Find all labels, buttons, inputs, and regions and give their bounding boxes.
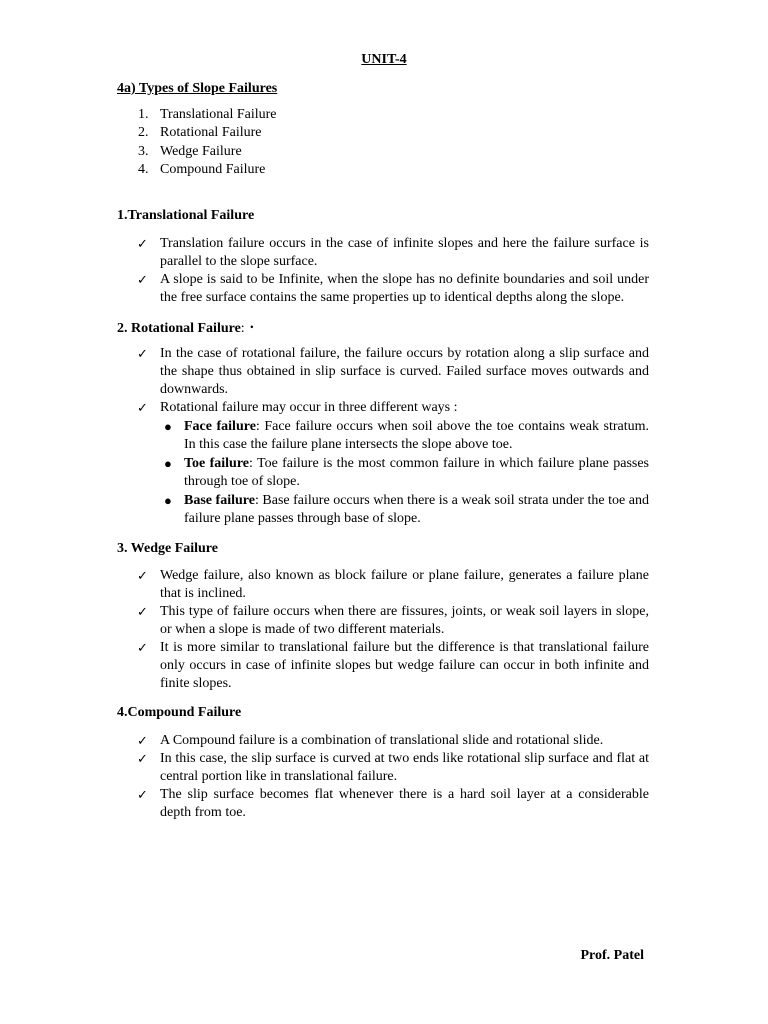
translational-heading: 1.Translational Failure	[117, 208, 255, 223]
list-item: ✓ Rotational failure may occur in three different ways : ● Face failure: Face failure occurs when soil above the toe contains weak stratum. In this case the failure plane intersects the slope above toe. ● Toe failure: Toe failure is the most common failure in which failure plane passes through toe of slope. ● Base failure: Base failure occurs when there is a weak soil strata under the toe and failure plane passes through base of slope.	[137, 400, 650, 526]
list-item: ✓ A Compound failure is a combination of translational slide and rotational slide.	[137, 733, 604, 748]
list-item: 3. Wedge Failure	[138, 143, 242, 159]
check-mark-icon: ✓	[137, 400, 148, 415]
list-item: ● Face failure: Face failure occurs when soil above the toe contains weak stratum. In this case the failure plane intersects the slope above toe.	[164, 419, 649, 452]
list-item: ● Toe failure: Toe failure is the most common failure in which failure plane passes through toe of slope.	[164, 456, 650, 489]
check-mark-icon: ✓	[137, 787, 148, 802]
list-item: ✓ A slope is said to be Infinite, when the slope has no definite boundaries and soil under the free surface contains the same properties up to identical depths along the slope.	[137, 272, 649, 305]
author-signature: Prof. Patel	[580, 948, 644, 963]
check-mark-icon: ✓	[137, 272, 148, 287]
check-mark-icon: ✓	[137, 236, 148, 251]
bullet-icon: •	[250, 322, 254, 332]
rotational-heading: 2. Rotational Failure: •	[117, 321, 254, 336]
unit-title: UNIT-4	[361, 52, 407, 67]
bullet-icon: ●	[164, 456, 172, 471]
list-item: ✓ This type of failure occurs when there are fissures, joints, or weak soil layers in slope, or when a slope is made of two different materials.	[137, 604, 649, 637]
wedge-points	[137, 567, 649, 693]
rotational-points	[137, 345, 649, 528]
check-mark-icon: ✓	[137, 604, 148, 619]
check-mark-icon: ✓	[137, 733, 148, 748]
list-item: ● Base failure: Base failure occurs when there is a weak soil strata under the toe and failure plane passes through base of slope.	[164, 493, 649, 526]
list-item: ✓ Wedge failure, also known as block failure or plane failure, generates a failure plane that is inclined.	[137, 568, 649, 601]
bullet-icon: ●	[164, 493, 172, 508]
check-mark-icon: ✓	[137, 640, 148, 655]
list-item: ✓ In this case, the slip surface is curved at two ends like rotational slip surface and flat at central portion like in translational failure.	[137, 751, 649, 784]
bullet-icon: ●	[164, 419, 172, 434]
list-item: ✓ It is more similar to translational failure but the difference is that translational failure only occurs in case of infinite slopes but wedge failure can occur in both infinite and finite slopes.	[137, 640, 649, 691]
wedge-heading: 3. Wedge Failure	[117, 541, 218, 556]
list-item: 2. Rotational Failure	[138, 125, 262, 141]
compound-points	[137, 732, 649, 822]
list-item: ✓ Translation failure occurs in the case of infinite slopes and here the failure surface is parallel to the slope surface.	[137, 236, 649, 269]
list-item: 1. Translational Failure	[138, 107, 277, 122]
check-mark-icon: ✓	[137, 346, 148, 361]
compound-heading: 4.Compound Failure	[117, 705, 242, 720]
list-item: ✓ In the case of rotational failure, the failure occurs by rotation along a slip surface and the shape thus obtained in slip surface is curved. Failed surface moves outwards and downwards.	[137, 346, 649, 397]
translational-points	[137, 235, 649, 307]
types-list	[138, 106, 277, 179]
list-item: ✓ The slip surface becomes flat whenever there is a hard soil layer at a considerable depth from toe.	[137, 787, 649, 820]
check-mark-icon: ✓	[137, 568, 148, 583]
types-heading: 4a) Types of Slope Failures	[117, 81, 278, 96]
list-item: 4. Compound Failure	[138, 161, 266, 177]
rotational-ways	[160, 418, 649, 528]
check-mark-icon: ✓	[137, 751, 148, 766]
